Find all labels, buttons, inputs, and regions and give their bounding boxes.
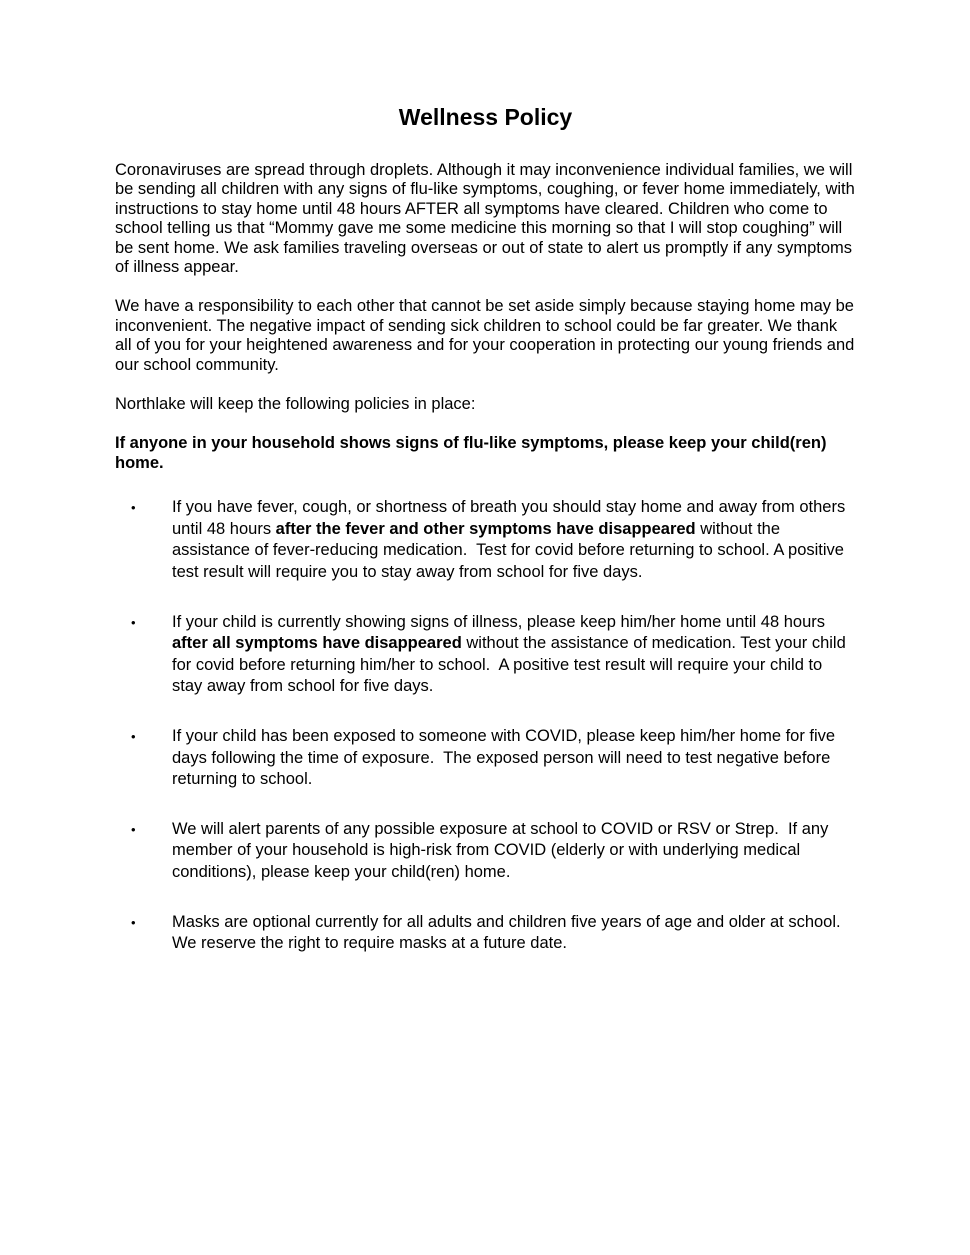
text-run: Masks are optional currently for all adults and children five years of age and older at school. We reserve the right to require masks at a future date. (172, 912, 850, 953)
policy-bullet-item (115, 497, 856, 583)
bold-text-run: If anyone in your household shows signs of flu-like symptoms, please keep your child(ren) home. (115, 434, 832, 472)
page-title: Wellness Policy (398, 104, 573, 130)
text-run: If you have fever, cough, or shortness of breath you should stay home and away from others until 48 hours (172, 498, 850, 538)
text-run: We have a responsibility to each other that cannot be set aside simply because staying home may be inconvenient. The negative impact of sending sick children to school could be far greater. We thank all of you for your heightened awareness and for your cooperation in protecting our young friends and our school community. (115, 297, 859, 374)
text-run: If your child is currently showing signs of illness, please keep him/her home until 48 hours (172, 612, 830, 631)
policy-bullet-item (115, 912, 856, 955)
document-content (115, 103, 860, 955)
text-run: We will alert parents of any possible exposure at school to COVID or RSV or Strep. If any member of your household is high-risk from COVID (elderly or with underlying medical conditions), please keep your child(ren) home. (172, 819, 833, 881)
bold-text-run: after the fever and other symptoms have disappeared (275, 519, 696, 538)
bold-text-run: after all symptoms have disappeared (172, 634, 462, 653)
text-run: Northlake will keep the following policies in place: (115, 395, 476, 414)
paragraph (115, 395, 856, 414)
paragraph (115, 297, 859, 375)
intro-paragraphs (115, 161, 860, 473)
bullet-marker-icon: • (131, 500, 136, 516)
policy-bullet-item (115, 819, 856, 884)
bullet-marker-icon: • (131, 729, 136, 745)
bullet-marker-icon: • (131, 614, 136, 630)
policy-bullet-item (115, 726, 856, 791)
text-run: without the assistance of fever-reducing medication. Test for covid before returning to school. A positive test result will require you to stay away from school for five days. (172, 519, 849, 582)
paragraph (115, 161, 860, 277)
text-run: Coronaviruses are spread through droplets. Although it may inconvenience individual families, we will be sending all children with any signs of flu-like symptoms, coughing, or fever home immediately, with instructions to stay home until 48 hours AFTER all symptoms have cleared. Children who come to school telling us that “Mommy gave me some medicine this morning so that I will stop coughing” will be sent home. We ask families traveling overseas or out of state to alert us promptly if any symptoms of illness appear. (115, 161, 860, 277)
policy-bullet-item (115, 612, 856, 698)
text-run: without the assistance of medication. Test your child for covid before returning him/her to school. A positive test result will require your child to stay away from school for five days. (172, 634, 851, 696)
text-run: If your child has been exposed to someone with COVID, please keep him/her home for five days following the time of exposure. The exposed person will need to test negative before returning to school. (172, 727, 840, 789)
bullet-marker-icon: • (131, 821, 136, 837)
policy-bullet-list (115, 497, 856, 955)
paragraph (115, 434, 856, 473)
bullet-marker-icon: • (131, 914, 136, 930)
